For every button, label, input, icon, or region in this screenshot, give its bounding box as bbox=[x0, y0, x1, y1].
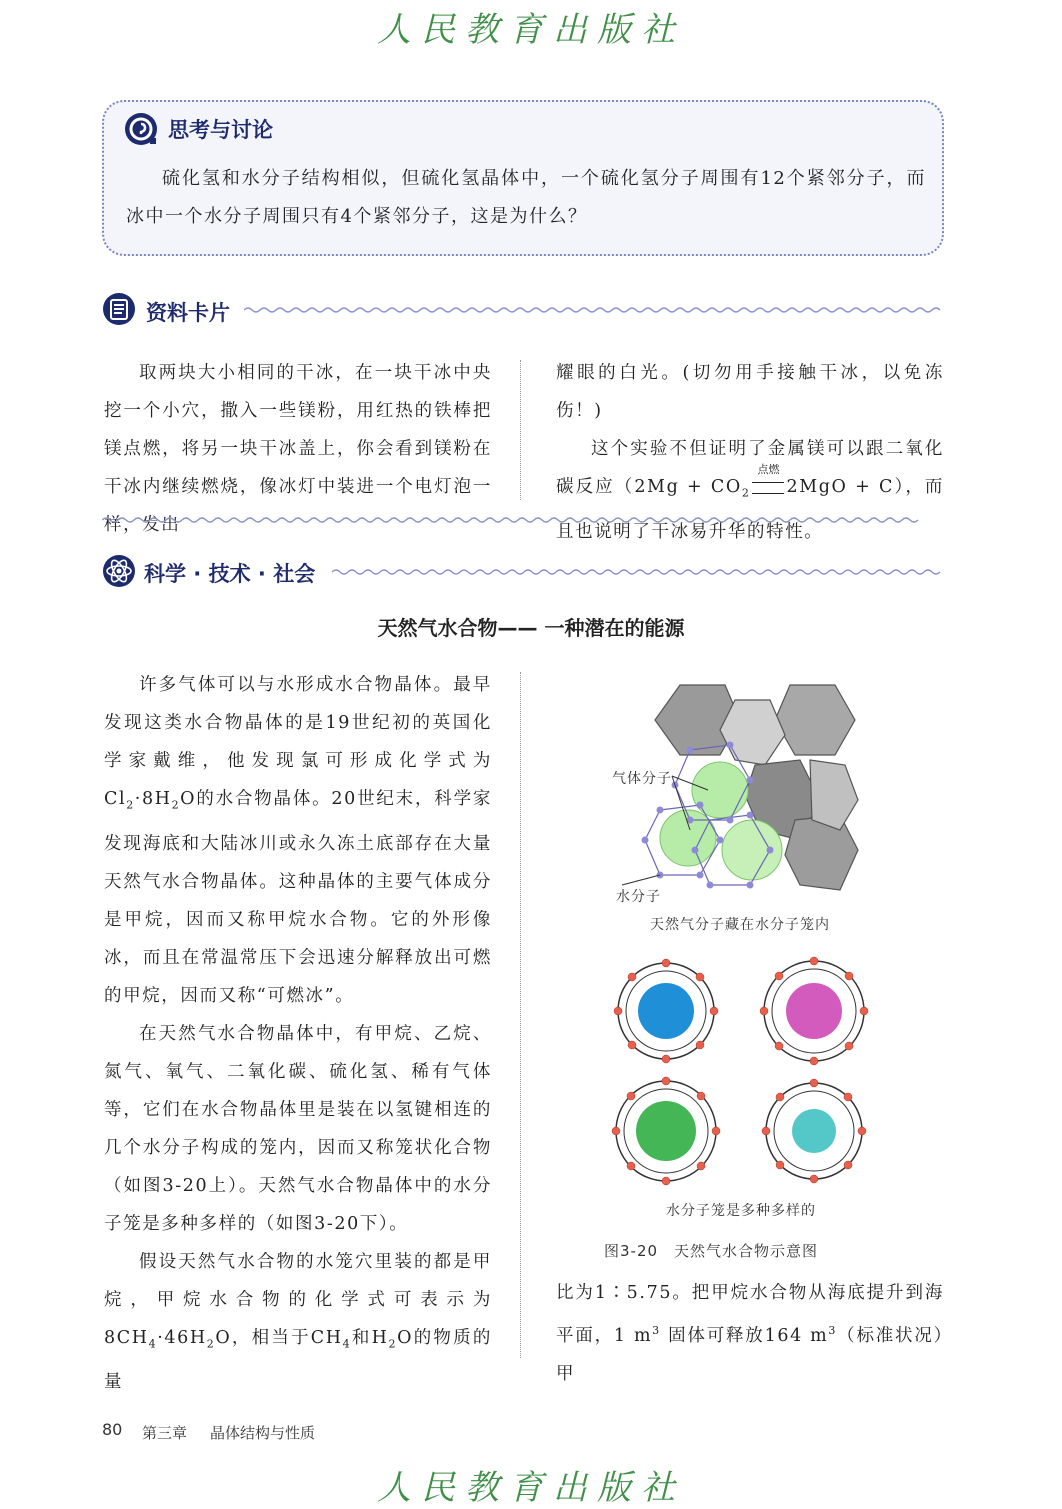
page-number: 80 bbox=[102, 1420, 123, 1439]
p3-sub-2: 2 bbox=[206, 1337, 216, 1350]
article-paragraph-3 bbox=[104, 1243, 492, 1402]
hydrate-cage-illustration bbox=[600, 680, 870, 910]
cage-polyhedron bbox=[775, 685, 855, 755]
water-cage-types bbox=[604, 956, 884, 1196]
article-column-divider bbox=[520, 672, 521, 1358]
article-title: 天然气水合物—— 一种潜在的能源 bbox=[377, 616, 685, 640]
sts-title-divider bbox=[332, 568, 946, 576]
article-paragraph-2: 在天然气水合物晶体中，有甲烷、乙烷、氮气、氧气、二氧化碳、硫化氢、稀有气体等，它们在水合物晶体里是装在以氢键相连的几个水分子构成的笼内，因而又称笼状化合物（如图3-20上）。天然气水合物晶体中的水分子笼是多种多样的（如图3-20下）。 bbox=[104, 1023, 492, 1234]
p3-text-d: 和H bbox=[351, 1327, 389, 1348]
cage-polyhedron bbox=[720, 700, 785, 765]
card-title: 资料卡片 bbox=[146, 301, 230, 325]
caption-top: 天然气分子藏在水分子笼内 bbox=[650, 917, 830, 933]
right-sup-1: 3 bbox=[652, 1324, 661, 1337]
caption-bottom: 水分子笼是多种多样的 bbox=[666, 1203, 816, 1219]
card-right-paragraph-2 bbox=[556, 430, 944, 551]
p3-text-b: ·46H bbox=[157, 1327, 207, 1348]
card-title-divider bbox=[244, 306, 946, 314]
card-left-text: 取两块大小相同的干冰，在一块干冰中央挖一个小穴，撒入一些镁粉，用红热的铁棒把镁点燃，将另一块干冰盖上，你会看到镁粉在干冰内继续燃烧，像冰灯中装进一个电灯泡一样，发出 bbox=[104, 363, 492, 535]
gas-molecule bbox=[692, 762, 748, 818]
p3-sub-1: 4 bbox=[148, 1337, 158, 1350]
footer-chapter: 第三章 bbox=[142, 1424, 188, 1442]
think-body: 硫化氢和水分子结构相似，但硫化氢晶体中，一个硫化氢分子周围有12个紧邻分子，而冰中一个水分子周围只有4个紧邻分子，这是为什么？ bbox=[126, 168, 926, 227]
p3-sub-4: 2 bbox=[388, 1337, 398, 1350]
p1-text-b: ·8H bbox=[134, 789, 172, 809]
p3-text-c: O，相当于CH bbox=[215, 1327, 343, 1348]
sts-title: 科学 · 技术 · 社会 bbox=[144, 562, 316, 586]
card-right-paragraph-1: 耀眼的白光。(切勿用手接触干冰，以免冻伤！) bbox=[556, 363, 944, 421]
p3-text-e: O的物质的量 bbox=[104, 1327, 492, 1392]
label-gas-molecule: 气体分子 bbox=[612, 771, 672, 787]
right-text-b: 固体可释放164 m bbox=[660, 1325, 829, 1346]
label-water-molecule: 水分子 bbox=[616, 889, 661, 905]
p1-text-a: 许多气体可以与水形成水合物晶体。最早发现这类水合物晶体的是19世纪初的英国化学家戴维，他发现氯可形成化学式为Cl bbox=[104, 675, 492, 809]
article-left-column bbox=[104, 666, 492, 1401]
publisher-watermark-bottom: 人民教育出版社 bbox=[377, 1468, 685, 1508]
cage-polyhedron bbox=[785, 815, 858, 890]
cage-polyhedron bbox=[810, 760, 858, 830]
figure-caption: 图3-20 天然气水合物示意图 bbox=[604, 1242, 819, 1260]
p3-text-a: 假设天然气水合物的水笼穴里装的都是甲烷，甲烷水合物的化学式可表示为8CH bbox=[104, 1251, 492, 1348]
p3-sub-3: 4 bbox=[342, 1337, 352, 1350]
atom-icon bbox=[102, 554, 136, 588]
footer-chapter-title: 晶体结构与性质 bbox=[210, 1424, 316, 1442]
p1-sub-2: 2 bbox=[171, 798, 181, 812]
document-card-icon bbox=[102, 292, 136, 326]
p1-text-c: O的水合物晶体。20世纪末，科学家发现海底和大陆冰川或永久冻土底部存在大量天然气水合物晶体。这种晶体的主要气体成分是甲烷，因而又称甲烷水合物。它的外形像冰，而且在常温常压下会迅速分解释放出可燃的甲烷，因而又称“可燃冰”。 bbox=[104, 789, 492, 1006]
p1-sub-1: 2 bbox=[126, 798, 135, 812]
question-icon bbox=[124, 112, 158, 146]
equation-tail: 2MgO + C），而且也说明了干冰易升华的特性。 bbox=[556, 477, 944, 542]
right-sup-2: 3 bbox=[828, 1324, 837, 1337]
article-paragraph-1 bbox=[104, 666, 492, 1015]
right-text-a: 比为1∶5.75。把甲烷水合物从海底提升到海平面，1 m bbox=[556, 1283, 944, 1346]
card-column-divider bbox=[520, 360, 521, 500]
equation-lead: 这个实验不但证明了金属镁可以跟二氧化碳反应（2Mg + CO bbox=[556, 439, 944, 497]
publisher-watermark-top: 人民教育出版社 bbox=[377, 10, 685, 50]
think-title: 思考与讨论 bbox=[168, 118, 273, 142]
card-bottom-divider bbox=[102, 516, 946, 524]
co2-subscript: 2 bbox=[741, 486, 751, 500]
reaction-condition: 点燃 bbox=[757, 462, 780, 476]
right-text-c: （标准状况）甲 bbox=[556, 1325, 944, 1384]
reaction-equals-sign bbox=[752, 462, 784, 494]
article-right-column bbox=[556, 1274, 944, 1393]
